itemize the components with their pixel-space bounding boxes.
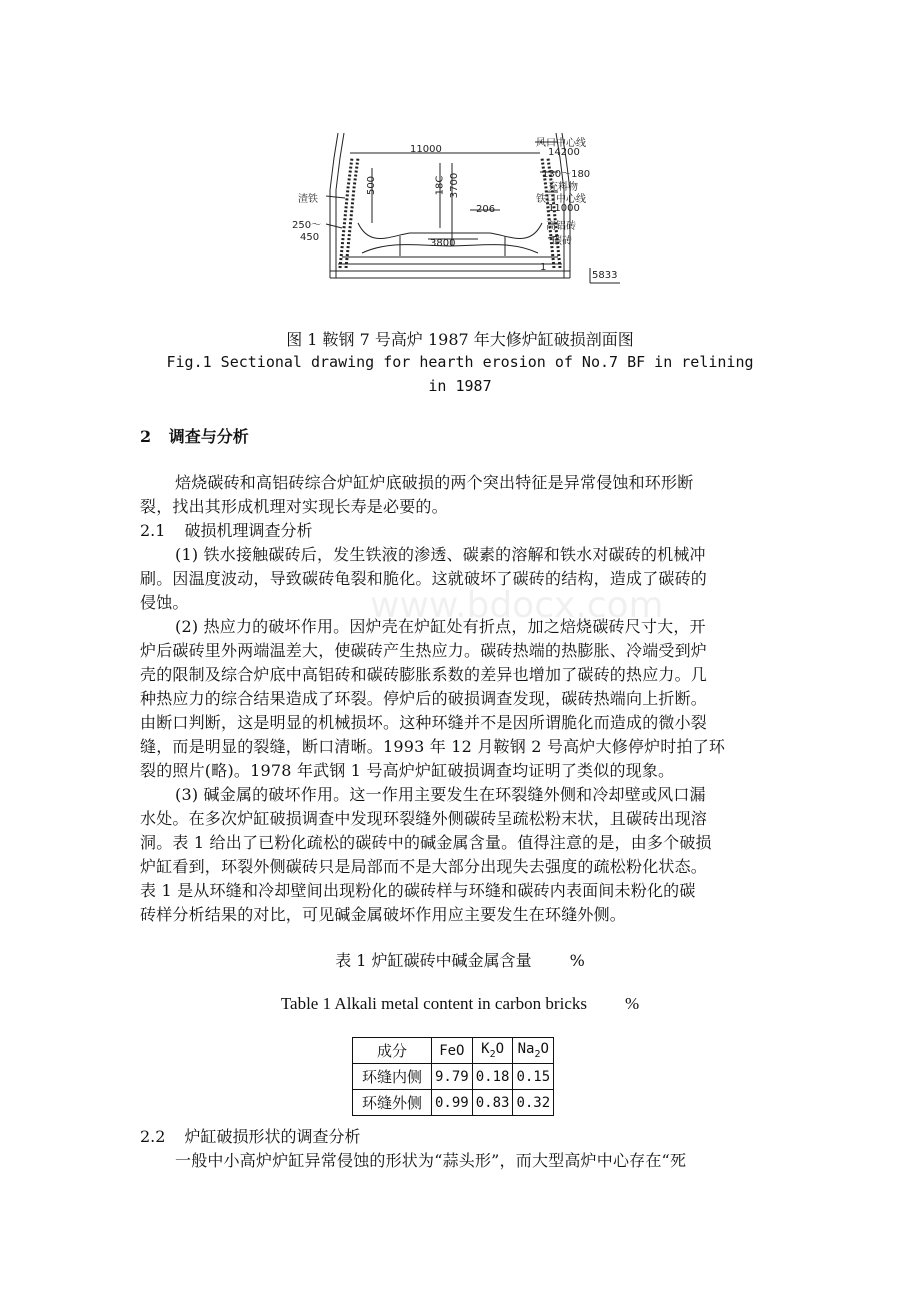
- cell-k2o: 0.83: [472, 1090, 513, 1116]
- table1-unit-en: %: [624, 994, 640, 1013]
- hearth-section-figure: [290, 128, 625, 288]
- item1-line-3: 侵蚀。: [140, 593, 189, 612]
- item3-line-6: 砖样分析结果的对比，可见碱金属破坏作用应主要发生在环缝外侧。: [140, 905, 627, 924]
- dim-11000-top: 11000: [410, 144, 442, 155]
- subsection-2-2-heading: [140, 1124, 361, 1147]
- alkali-metal-table: [352, 1037, 554, 1116]
- subsection-2-1-heading: [140, 518, 313, 541]
- row-label: 环缝外侧: [353, 1090, 432, 1116]
- section-2-heading: [140, 424, 249, 447]
- header-na2o-na: Na: [517, 1041, 535, 1058]
- section-2-number: 2: [140, 427, 152, 446]
- subsection-2-1-title: 破损机理调查分析: [184, 521, 313, 540]
- cell-na2o: 0.15: [513, 1064, 554, 1090]
- dim-1800-label: 18C: [434, 175, 446, 196]
- item2-line-3: 壳的限制及综合炉底中高铝砖和碳砖膨胀系数的差异也增加了碳砖的热应力。几: [140, 665, 708, 684]
- item3-line-3: 洞。表 1 给出了已粉化疏松的碳砖中的碱金属含量。值得注意的是，由多个破损: [140, 833, 712, 852]
- cell-na2o: 0.32: [513, 1090, 554, 1116]
- mark-1-label: 1: [540, 262, 547, 273]
- tuyere-line-label: 风口中心线: [536, 138, 586, 149]
- intro-line-2: 裂，找出其形成机理对实现长寿是必要的。: [140, 497, 448, 516]
- header-component: 成分: [353, 1038, 432, 1064]
- table1-unit-cn: %: [569, 951, 585, 970]
- dim-206-label: 206: [476, 204, 496, 215]
- tuyere-value-label: 14200: [548, 147, 580, 158]
- high-alumina-label: 高铝砖: [546, 221, 576, 232]
- dim-500-label: 500: [366, 175, 378, 196]
- cell-feo: 9.79: [432, 1064, 473, 1090]
- header-k2o-o: O: [495, 1041, 505, 1058]
- table-header-row: [353, 1038, 554, 1064]
- item2-line-5: 由断口判断，这是明显的机械损坏。这种环缝并不是因所谓脆化而造成的微小裂: [140, 713, 708, 732]
- item2-line-1: (2) 热应力的破坏作用。因炉壳在炉缸处有折点，加之焙烧碳砖尺寸大，开: [175, 617, 706, 636]
- subsection-2-2-number: 2.2: [140, 1127, 166, 1146]
- row-label: 环缝内侧: [353, 1064, 432, 1090]
- section-2-title: 调查与分析: [168, 427, 249, 446]
- last-para-line-1: 一般中小高炉炉缸异常侵蚀的形状为“蒜头形”，而大型高炉中心存在“死: [175, 1151, 687, 1170]
- table-row: [353, 1090, 554, 1116]
- cell-k2o: 0.18: [472, 1064, 513, 1090]
- table1-title-cn-text: 表 1 炉缸碳砖中碱金属含量: [335, 951, 532, 970]
- range-250-label: 250～: [292, 220, 322, 231]
- item2-line-2: 炉后碳砖里外两端温差大，使碳砖产生热应力。碳砖热端的热膨胀、冷端受到炉: [140, 641, 708, 660]
- item1-line-1: (1) 铁水接触碳砖后，发生铁液的渗透、碳素的溶解和铁水对碳砖的机械冲: [175, 545, 706, 564]
- range-130-180-label: 130～180: [542, 169, 591, 180]
- header-k2o: [472, 1038, 513, 1064]
- item2-line-4: 种热应力的综合结果造成了环裂。停炉后的破损调查发现，碳砖热端向上折断。: [140, 689, 708, 708]
- table1-title-en: [0, 994, 920, 1014]
- figure-caption-en-line2: in 1987: [428, 377, 492, 395]
- dim-3800-label: 3800: [430, 238, 456, 249]
- header-na2o: [513, 1038, 554, 1064]
- item3-line-5: 表 1 是从环缝和冷却壁间出现粉化的碳砖样与环缝和碳砖内表面间未粉化的碳: [140, 881, 696, 900]
- item2-line-7: 裂的照片(略)。1978 年武钢 1 号高炉炉缸破损调查均证明了类似的现象。: [140, 761, 675, 780]
- subsection-2-1-number: 2.1: [140, 521, 166, 540]
- item3-line-1: (3) 碱金属的破坏作用。这一作用主要发生在环裂缝外侧和冷却壁或风口漏: [175, 785, 706, 804]
- table-row: [353, 1064, 554, 1090]
- intro-line-1: 焙烧碳砖和高铝砖综合炉缸炉底破损的两个突出特征是异常侵蚀和环形断: [175, 473, 694, 492]
- item2-line-6: 缝，而是明显的裂缝，断口清晰。1993 年 12 月鞍钢 2 号高炉大修停炉时拍了环: [140, 737, 726, 756]
- carbon-brick-label: 碳砖: [552, 236, 572, 247]
- figure-caption-en-line1: Fig.1 Sectional drawing for hearth erosion of No.7 BF in relining: [166, 353, 754, 371]
- header-k2o-sub: 2: [489, 1048, 496, 1060]
- subsection-2-2-title: 炉缸破损形状的调查分析: [184, 1127, 361, 1146]
- taphole-value-label: 11000: [548, 203, 580, 214]
- slag-iron-label: 渣铁: [298, 194, 318, 205]
- range-450-label: 450: [300, 232, 320, 243]
- item3-line-4: 炉缸看到，环裂外侧碳砖只是局部而不是大部分出现失去强度的疏松粉化状态。: [140, 857, 708, 876]
- table1-title-en-text: Table 1 Alkali metal content in carbon bricks: [280, 994, 587, 1013]
- header-na2o-sub: 2: [534, 1048, 541, 1060]
- header-na2o-o: O: [540, 1041, 549, 1058]
- packing-label: 充料物: [548, 182, 578, 193]
- watermark: www.bdocx.com: [370, 585, 664, 626]
- table1-title-cn: [0, 948, 920, 971]
- taphole-line-label: 铁口中心线: [536, 194, 586, 205]
- cell-feo: 0.99: [432, 1090, 473, 1116]
- dim-5833-label: 5833: [592, 270, 618, 281]
- item3-line-2: 水处。在多次炉缸破损调查中发现环裂缝外侧碳砖呈疏松粉末状，且碳砖出现溶: [140, 809, 708, 828]
- figure-caption-cn: 图 1 鞍钢 7 号高炉 1987 年大修炉缸破损剖面图: [286, 330, 634, 349]
- dim-3700-label: 3700: [449, 172, 461, 199]
- header-k2o-k: K: [481, 1041, 490, 1058]
- header-feo: FeO: [432, 1038, 473, 1064]
- item1-line-2: 刷。因温度波动，导致碳砖龟裂和脆化。这就破坏了碳砖的结构，造成了碳砖的: [140, 569, 708, 588]
